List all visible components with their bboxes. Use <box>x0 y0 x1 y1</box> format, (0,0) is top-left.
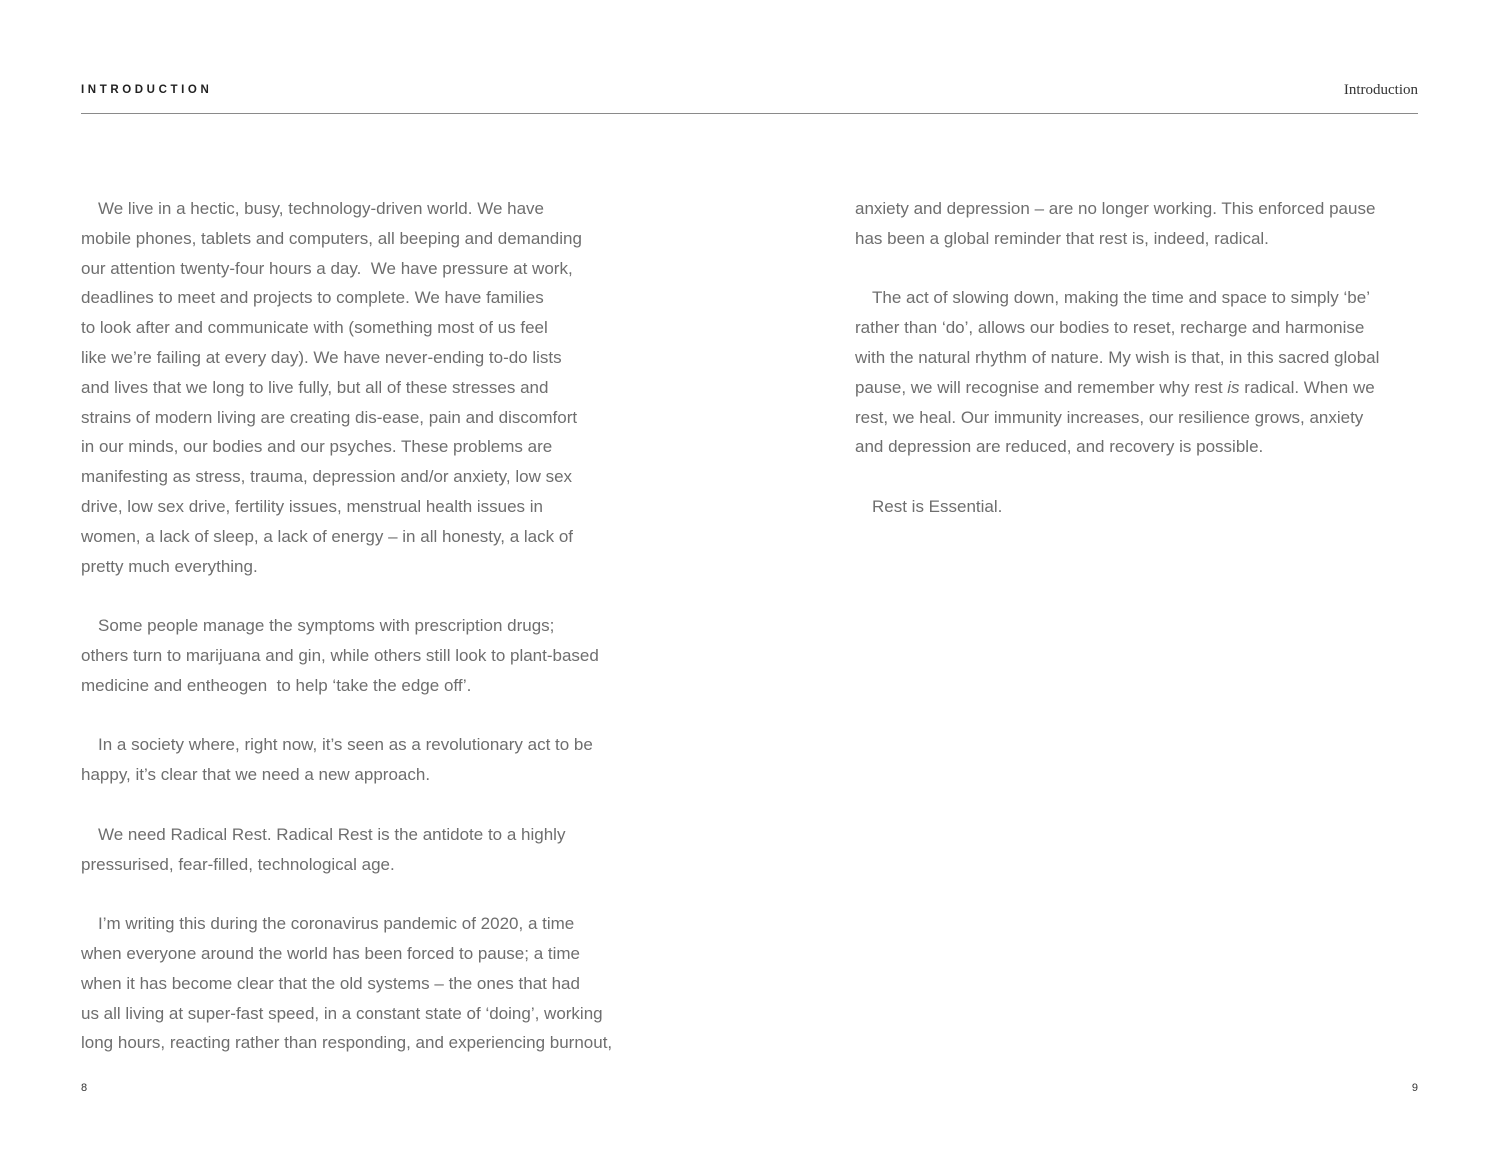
header-rule <box>81 113 1418 114</box>
text-line: rest, we heal. Our immunity increases, our resilience grows, anxiety <box>855 407 1364 427</box>
text-line: when everyone around the world has been forced to pause; a time <box>81 943 580 963</box>
page-number-right: 9 <box>1411 1082 1418 1094</box>
text-line: Rest is Essential. <box>872 496 1003 516</box>
paragraph <box>855 283 1379 462</box>
text-line: in our minds, our bodies and our psyches. These problems are <box>81 437 553 457</box>
text-line: Some people manage the symptoms with prescription drugs; <box>98 616 555 636</box>
text-line: others turn to marijuana and gin, while others still look to plant-based <box>81 645 599 665</box>
text-line: our attention twenty-four hours a day. We have pressure at work, <box>81 258 573 278</box>
text-line: drive, low sex drive, fertility issues, menstrual health issues in <box>81 496 544 516</box>
paragraph <box>81 730 612 790</box>
text-line: We live in a hectic, busy, technology-driven world. We have <box>98 199 544 218</box>
text-line <box>855 373 1379 403</box>
left-page-text <box>81 194 612 1088</box>
page-number-left: 8 <box>81 1082 88 1094</box>
text-line: anxiety and depression – are no longer working. This enforced pause <box>855 199 1376 218</box>
text-line: has been a global reminder that rest is, indeed, radical. <box>855 228 1269 248</box>
text-line: rather than ‘do’, allows our bodies to reset, recharge and harmonise <box>855 318 1365 338</box>
text-line: and depression are reduced, and recovery is possible. <box>855 437 1264 457</box>
text-line: In a society where, right now, it’s seen as a revolutionary act to be <box>98 735 593 755</box>
text-line: and lives that we long to live fully, but all of these stresses and <box>81 377 549 397</box>
paragraph <box>855 492 1379 522</box>
text-segment: pause, we will recognise and remember why rest <box>855 377 1228 397</box>
running-head-left: INTRODUCTION <box>81 84 213 96</box>
text-line: manifesting as stress, trauma, depression and/or anxiety, low sex <box>81 467 573 487</box>
paragraph <box>81 909 612 1058</box>
text-line: pretty much everything. <box>81 556 258 576</box>
text-line: to look after and communicate with (something most of us feel <box>81 318 548 338</box>
text-line: I’m writing this during the coronavirus pandemic of 2020, a time <box>98 914 575 934</box>
text-line: us all living at super-fast speed, in a constant state of ‘doing’, working <box>81 1003 603 1023</box>
text-line: happy, it’s clear that we need a new approach. <box>81 765 431 785</box>
text-line: pressurised, fear-filled, technological age. <box>81 854 395 874</box>
running-head-right: Introduction <box>1343 82 1418 98</box>
text-line: when it has become clear that the old systems – the ones that had <box>81 973 580 993</box>
text-line: mobile phones, tablets and computers, all beeping and demanding <box>81 228 582 248</box>
text-line: deadlines to meet and projects to complete. We have families <box>81 288 544 308</box>
emphasis: is <box>1227 377 1240 397</box>
text-line: medicine and entheogen to help ‘take the edge off’. <box>81 675 472 695</box>
paragraph <box>81 194 612 581</box>
right-page-text <box>855 194 1379 552</box>
paragraph <box>81 611 612 700</box>
text-line: with the natural rhythm of nature. My wish is that, in this sacred global <box>855 347 1380 367</box>
text-line: We need Radical Rest. Radical Rest is the antidote to a highly <box>98 824 566 844</box>
paragraph <box>855 194 1379 254</box>
text-line: long hours, reacting rather than responding, and experiencing burnout, <box>81 1033 613 1053</box>
paragraph <box>81 820 612 880</box>
text-line: women, a lack of sleep, a lack of energy – in all honesty, a lack of <box>81 526 574 546</box>
text-segment: radical. When we <box>1239 377 1375 397</box>
text-line: like we’re failing at every day). We have never-ending to-do lists <box>81 347 562 367</box>
text-line: strains of modern living are creating dis-ease, pain and discomfort <box>81 407 578 427</box>
text-line: The act of slowing down, making the time and space to simply ‘be’ <box>872 288 1370 308</box>
